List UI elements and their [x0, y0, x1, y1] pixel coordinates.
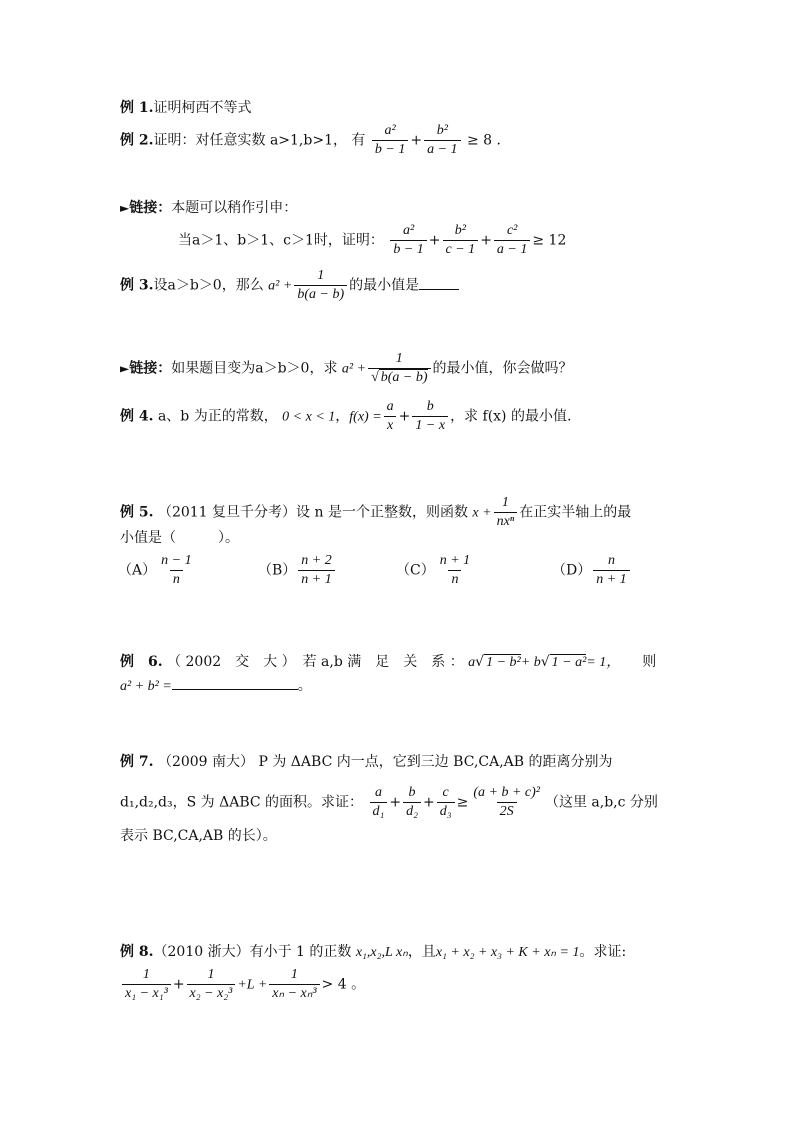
option-d: （D） $\frac{n}{n + 1}$: [552, 552, 632, 589]
option-b: （B） $\frac{n + 2}{n + 1}$: [258, 552, 337, 589]
example-6: 例 6. （ 2002 交 大 ） 若 a,b 满 足 关 系 ： a√ 1 − b²+ b√ 1 − a²= 1， 则: [120, 654, 657, 670]
fraction: $\frac{a}{\text{d₁}}$: [370, 784, 388, 821]
example-5-text-b: 在正实半轴上的最: [519, 504, 632, 521]
example-3-label: 例 3.: [120, 277, 154, 294]
example-2-tail: ≥ 8 ．: [466, 132, 511, 149]
option-c: （C） $\frac{n + 1}{n}$: [396, 552, 475, 589]
fraction: $\frac{1}{√ b(a - b)}$: [368, 350, 430, 387]
fraction: $\frac{b}{1 - x}$: [412, 398, 448, 435]
fraction: $\frac{b}{\text{d₂}}$: [403, 784, 421, 821]
fraction: $\frac{\text{a²}}{b - 1}$: [390, 222, 426, 259]
example-7-line2: d₁,d₂,d₃，S 为 ΔABC 的面积。求证： $\frac{a}{\text{d₁}}$ + $\frac{b}{\text{d₂}}$ + $\frac{c}{\text{d₃}}$ ≥ $\frac{\text{(a + b + c)²}}{2S}$ （这里 a,b,c 分别: [120, 785, 658, 819]
example-4: 例 4. a、b 为正的常数， 0 < x < 1，f(x) = $\frac{a}{x}$ + $\frac{b}{1 - x}$ ，求 f(x) 的最小值.: [120, 399, 572, 433]
example-7-text: （2009 南大） P 为 ΔABC 内一点，它到三边 BC,CA,AB 的距离分别为: [157, 754, 613, 770]
example-8-line2: $\frac{1}{\text{x₁ − x₁³}}$ + $\frac{1}{\text{x₂ − x₂³}}$ +L + $\frac{1}{\text{xₙ − xₙ³}}$ > 4 。: [120, 966, 365, 1003]
link-2-label: 链接：: [129, 360, 172, 377]
example-4-text: a、b 为正的常数，: [157, 408, 278, 425]
example-8-text: （2010 浙大）有小于 1 的正数: [153, 944, 352, 960]
fraction: $\frac{1}{\text{x₂ − x₂³}}$: [187, 966, 236, 1003]
triangle-icon: ►: [120, 201, 130, 215]
example-3-text: 设a＞b＞0，那么: [153, 277, 264, 294]
example-5-label: 例 5.: [120, 504, 154, 521]
fraction: $\frac{1}{\text{nxⁿ}}$: [494, 494, 518, 531]
example-6-line2: a² + b² = 。: [120, 678, 312, 694]
example-7: [120, 752, 613, 772]
link-1-text: 本题可以稍作引申：: [171, 200, 298, 216]
example-8: 例 8.（2010 浙大）有小于 1 的正数 x₁,x₂,L xₙ，且x₁ + x₂ + x₃ + K + xₙ = 1。求证:: [120, 944, 627, 960]
fraction: $\frac{a}{x}$: [384, 398, 397, 435]
example-5: 例 5. （2011 复旦千分考）设 n 是一个正整数，则函数 x + $\frac{1}{\text{nxⁿ}}$ 在正实半轴上的最: [120, 495, 632, 529]
example-8-label: 例 8.: [120, 944, 154, 960]
fraction: $\frac{1}{\text{x₁ − x₁³}}$: [122, 966, 171, 1003]
fraction: $\frac{\text{b²}}{a - 1}$: [424, 122, 460, 159]
link-1-formula: 当a＞1、b＞1、c＞1时，证明： $\frac{\text{a²}}{b - 1}$ + $\frac{\text{b²}}{c - 1}$ + $\frac{\text{c²}}{a - 1}$ ≥ 12: [178, 223, 567, 257]
example-5-line2: 小值是（ ）。: [120, 530, 239, 546]
example-2-label: 例 2.: [120, 132, 154, 149]
fraction: $\frac{c}{\text{d₃}}$: [437, 784, 455, 821]
link-1: [120, 198, 297, 218]
example-1: [120, 98, 252, 118]
link-2-text-b: 的最小值，你会做吗？: [432, 360, 573, 377]
example-3-text-b: 的最小值是: [349, 277, 420, 294]
example-2-text: 证明：对任意实数 a>1,b>1， 有: [153, 132, 366, 149]
example-1-label: 例 1.: [120, 100, 154, 116]
fraction: $\frac{n}{n + 1}$: [593, 552, 629, 589]
fraction: $\frac{\text{b²}}{c - 1}$: [443, 222, 479, 259]
fraction: $\frac{n + 2}{n + 1}$: [298, 552, 334, 589]
example-3: 例 3.设a＞b＞0，那么 a² + $\frac{1}{b(a - b)}$ 的最小值是: [120, 267, 459, 304]
example-5-text: （2011 复旦千分考）设 n 是一个正整数，则函数: [157, 504, 468, 521]
fraction: $\frac{n - 1}{n}$: [161, 553, 192, 587]
example-4-label: 例 4.: [120, 408, 154, 425]
link-1-label: 链接：: [129, 200, 172, 216]
example-7-label: 例 7.: [120, 754, 154, 770]
example-4-text-b: ，求 f(x) 的最小值.: [450, 408, 572, 425]
example-6-label: 例 6.: [120, 654, 163, 670]
answer-blank: [172, 689, 298, 690]
link-1-condition: 当a＞1、b＞1、c＞1时，证明：: [178, 232, 384, 249]
fraction: $\frac{1}{\text{xₙ − xₙ³}}$: [269, 966, 319, 1003]
triangle-icon: ►: [120, 361, 130, 376]
example-6-text: （ 2002 交 大 ） 若 a,b 满 足 关 系 ：: [167, 654, 464, 670]
link-2: ►链接：如果题目变为a＞b＞0，求 a² + $\frac{1}{√ b(a - b)}$ 的最小值，你会做吗？: [120, 351, 573, 385]
example-1-text: 证明柯西不等式: [153, 100, 252, 116]
example-2: 例 2.证明：对任意实数 a>1,b>1， 有 $\frac{\text{a²}}{b - 1}$ + $\frac{\text{b²}}{a - 1}$ ≥ 8 ．: [120, 123, 511, 157]
link-1-tail: ≥ 12: [532, 232, 567, 249]
link-2-text: 如果题目变为a＞b＞0，求: [171, 360, 338, 377]
fraction: $\frac{\text{(a + b + c)²}}{2S}$: [473, 785, 540, 819]
fraction: $\frac{1}{b(a - b)}$: [294, 267, 347, 304]
fraction: $\frac{\text{a²}}{b - 1}$: [372, 122, 408, 159]
fraction: $\frac{\text{c²}}{a - 1}$: [494, 222, 530, 259]
option-a: （A） $\frac{n - 1}{n}$: [118, 552, 197, 589]
example-7-line3: 表示 BC,CA,AB 的长）。: [120, 828, 277, 844]
fraction: $\frac{n + 1}{n}$: [439, 553, 471, 587]
answer-blank: [419, 289, 459, 290]
